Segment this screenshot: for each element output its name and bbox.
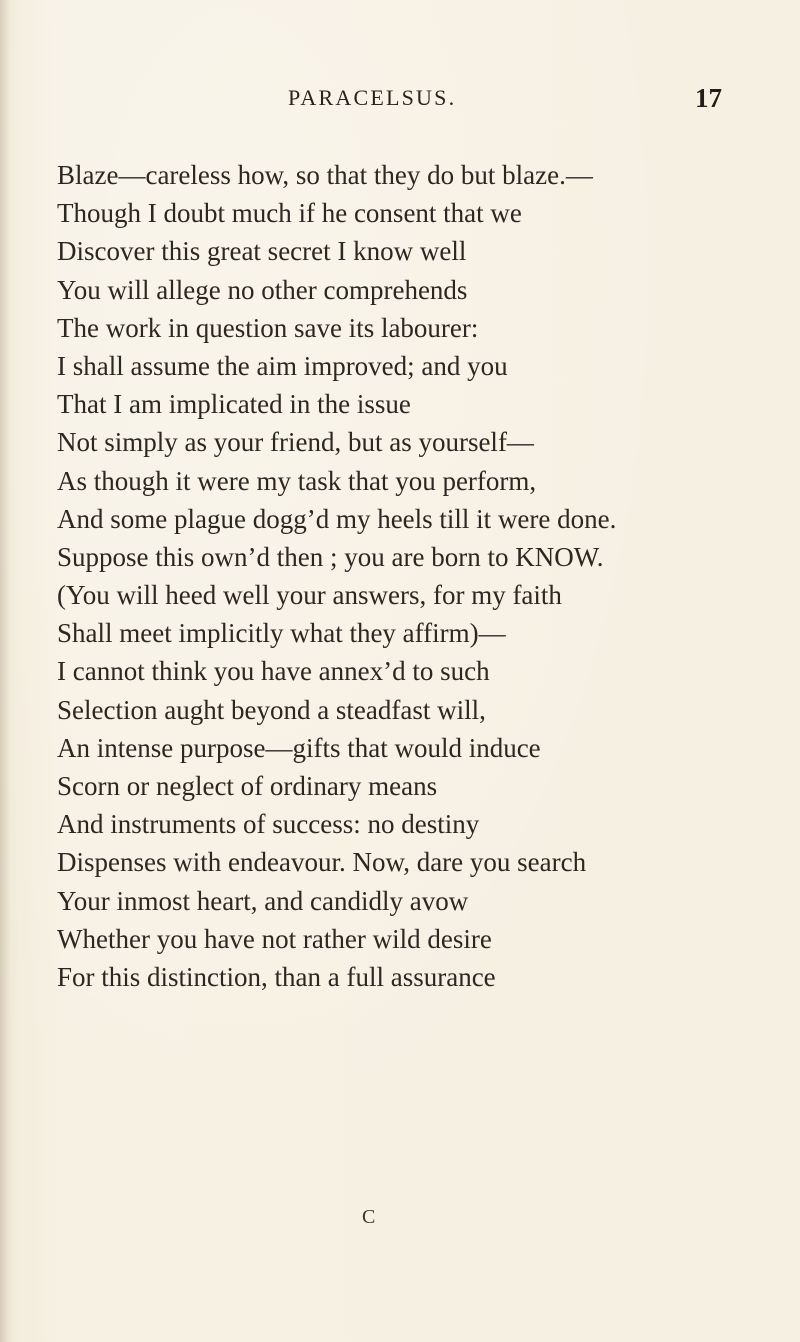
poem-line: Blaze—careless how, so that they do but blaze.— xyxy=(57,160,593,190)
poem-line: Not simply as your friend, but as yourself— xyxy=(57,427,534,458)
poem-line: Shall meet implicitly what they affirm)— xyxy=(57,618,506,649)
page-gutter-shadow xyxy=(0,0,10,1342)
poem-text xyxy=(57,156,777,996)
poem-line: That I am implicated in the issue xyxy=(57,389,411,420)
poem-line: And some plague dogg’d my heels till it were done. xyxy=(57,503,617,534)
poem-line: Though I doubt much if he consent that we xyxy=(57,198,522,229)
poem-line: You will allege no other comprehends xyxy=(57,274,468,305)
poem-line: Discover this great secret I know well xyxy=(57,236,467,267)
running-title: PARACELSUS. xyxy=(288,85,457,110)
poem-line: For this distinction, than a full assurance xyxy=(57,961,496,992)
poem-line: As though it were my task that you perform, xyxy=(57,465,537,496)
poem-line: Suppose this own’d then ; you are born to KNOW. xyxy=(57,541,604,572)
page-number: 17 xyxy=(695,83,722,113)
poem-line: Your inmost heart, and candidly avow xyxy=(57,885,469,916)
poem-line: I cannot think you have annex’d to such xyxy=(57,656,490,687)
poem-line: And instruments of success: no destiny xyxy=(57,809,480,840)
poem-line: (You will heed well your answers, for my faith xyxy=(57,580,562,611)
poem-line: Selection aught beyond a steadfast will, xyxy=(57,694,486,725)
poem-line: Dispenses with endeavour. Now, dare you search xyxy=(57,847,587,878)
poem-line: An intense purpose—gifts that would induce xyxy=(57,732,541,763)
signature-mark: C xyxy=(362,1206,377,1228)
poem-line: Scorn or neglect of ordinary means xyxy=(57,771,438,801)
poem-line: The work in question save its labourer: xyxy=(57,312,479,343)
poem-line: I shall assume the aim improved; and you xyxy=(57,350,508,381)
poem-line: Whether you have not rather wild desire xyxy=(57,923,492,954)
running-head xyxy=(0,82,800,114)
